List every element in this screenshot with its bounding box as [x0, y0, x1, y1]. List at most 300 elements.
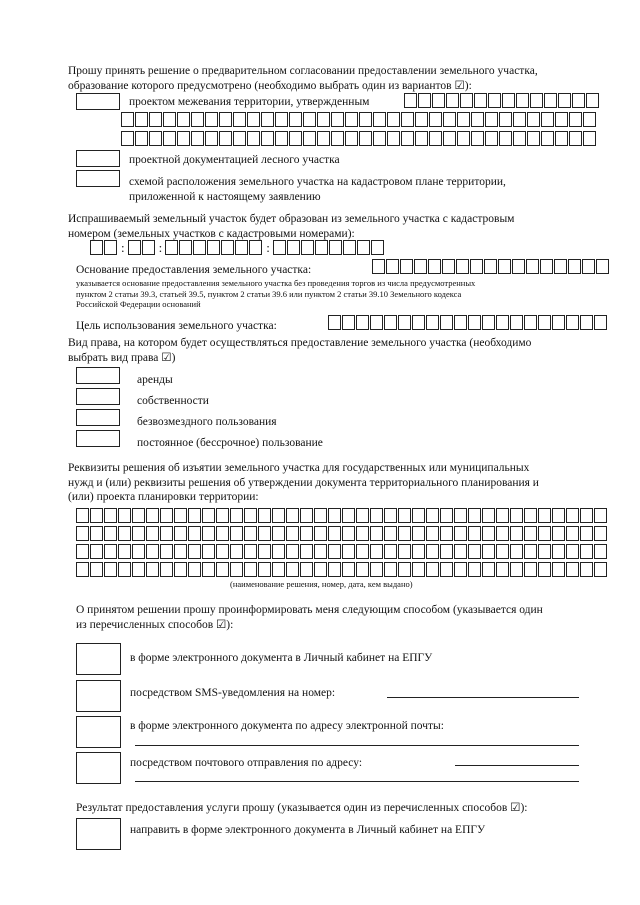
input-cell[interactable]	[555, 112, 568, 127]
checkbox-notify-email[interactable]	[76, 716, 121, 748]
checkbox-right-permanent-use[interactable]	[76, 430, 120, 447]
input-cell[interactable]	[454, 508, 467, 523]
checkbox-right-ownership[interactable]	[76, 388, 120, 405]
input-cell[interactable]	[359, 131, 372, 146]
input-cell[interactable]	[342, 508, 355, 523]
input-cell[interactable]	[121, 131, 134, 146]
input-cell[interactable]	[287, 240, 300, 255]
input-cell[interactable]	[132, 544, 145, 559]
input-cell[interactable]	[580, 562, 593, 577]
input-cell[interactable]	[174, 544, 187, 559]
input-cell[interactable]	[104, 544, 117, 559]
input-cell[interactable]	[513, 112, 526, 127]
input-cell[interactable]	[569, 131, 582, 146]
input-cell[interactable]	[499, 112, 512, 127]
input-cell[interactable]	[446, 93, 459, 108]
input-cell[interactable]	[286, 562, 299, 577]
input-cell[interactable]	[370, 315, 383, 330]
input-cell[interactable]	[415, 131, 428, 146]
input-cell[interactable]	[118, 526, 131, 541]
input-cell[interactable]	[328, 562, 341, 577]
input-cell[interactable]	[524, 315, 537, 330]
input-cell[interactable]	[146, 544, 159, 559]
input-cell[interactable]	[216, 526, 229, 541]
input-cell[interactable]	[149, 112, 162, 127]
input-cell[interactable]	[331, 112, 344, 127]
input-cell[interactable]	[482, 544, 495, 559]
input-cell[interactable]	[370, 544, 383, 559]
input-cell[interactable]	[460, 93, 473, 108]
input-cell[interactable]	[193, 240, 206, 255]
input-cell[interactable]	[541, 131, 554, 146]
input-cell[interactable]	[301, 240, 314, 255]
decision-cells-row-4[interactable]	[76, 562, 608, 577]
postal-address-input-line-1[interactable]	[455, 765, 579, 766]
sms-phone-input-line[interactable]	[387, 697, 579, 698]
input-cell[interactable]	[121, 112, 134, 127]
input-cell[interactable]	[202, 508, 215, 523]
input-cell[interactable]	[373, 112, 386, 127]
input-cell[interactable]	[216, 562, 229, 577]
input-cell[interactable]	[443, 131, 456, 146]
input-cell[interactable]	[275, 112, 288, 127]
input-cell[interactable]	[188, 508, 201, 523]
input-cell[interactable]	[342, 544, 355, 559]
input-cell[interactable]	[454, 562, 467, 577]
input-cell[interactable]	[289, 131, 302, 146]
input-cell[interactable]	[440, 315, 453, 330]
input-cell[interactable]	[582, 259, 595, 274]
decision-cells-row-3[interactable]	[76, 544, 608, 559]
input-cell[interactable]	[261, 131, 274, 146]
input-cell[interactable]	[538, 526, 551, 541]
cells-project-row-0[interactable]	[404, 93, 600, 108]
input-cell[interactable]	[468, 544, 481, 559]
input-cell[interactable]	[370, 562, 383, 577]
input-cell[interactable]	[496, 544, 509, 559]
input-cell[interactable]	[457, 131, 470, 146]
input-cell[interactable]	[510, 315, 523, 330]
input-cell[interactable]	[485, 112, 498, 127]
input-cell[interactable]	[177, 131, 190, 146]
input-cell[interactable]	[174, 562, 187, 577]
input-cell[interactable]	[300, 544, 313, 559]
input-cell[interactable]	[398, 544, 411, 559]
input-cell[interactable]	[370, 508, 383, 523]
input-cell[interactable]	[233, 112, 246, 127]
checkbox-layout-scheme[interactable]	[76, 170, 120, 187]
cadastral-area-cells[interactable]	[128, 240, 156, 255]
input-cell[interactable]	[572, 93, 585, 108]
decision-cells-row-1[interactable]	[76, 508, 608, 523]
input-cell[interactable]	[498, 259, 511, 274]
input-cell[interactable]	[207, 240, 220, 255]
input-cell[interactable]	[76, 544, 89, 559]
input-cell[interactable]	[356, 508, 369, 523]
postal-address-input-line-2[interactable]	[135, 781, 579, 782]
email-address-input-line[interactable]	[135, 745, 579, 746]
input-cell[interactable]	[594, 562, 607, 577]
input-cell[interactable]	[414, 259, 427, 274]
input-cell[interactable]	[552, 315, 565, 330]
input-cell[interactable]	[244, 526, 257, 541]
input-cell[interactable]	[594, 315, 607, 330]
input-cell[interactable]	[412, 315, 425, 330]
input-cell[interactable]	[202, 544, 215, 559]
input-cell[interactable]	[583, 112, 596, 127]
input-cell[interactable]	[342, 562, 355, 577]
input-cell[interactable]	[426, 315, 439, 330]
input-cell[interactable]	[132, 526, 145, 541]
input-cell[interactable]	[580, 526, 593, 541]
input-cell[interactable]	[188, 526, 201, 541]
input-cell[interactable]	[104, 508, 117, 523]
input-cell[interactable]	[527, 131, 540, 146]
input-cell[interactable]	[76, 562, 89, 577]
input-cell[interactable]	[359, 112, 372, 127]
input-cell[interactable]	[554, 259, 567, 274]
input-cell[interactable]	[485, 131, 498, 146]
input-cell[interactable]	[356, 562, 369, 577]
input-cell[interactable]	[384, 508, 397, 523]
input-cell[interactable]	[286, 508, 299, 523]
input-cell[interactable]	[345, 131, 358, 146]
input-cell[interactable]	[314, 508, 327, 523]
input-cell[interactable]	[524, 562, 537, 577]
input-cell[interactable]	[496, 315, 509, 330]
input-cell[interactable]	[221, 240, 234, 255]
input-cell[interactable]	[345, 112, 358, 127]
input-cell[interactable]	[440, 562, 453, 577]
input-cell[interactable]	[118, 544, 131, 559]
input-cell[interactable]	[104, 562, 117, 577]
input-cell[interactable]	[202, 562, 215, 577]
input-cell[interactable]	[552, 508, 565, 523]
input-cell[interactable]	[384, 544, 397, 559]
input-cell[interactable]	[386, 259, 399, 274]
input-cell[interactable]	[524, 544, 537, 559]
input-cell[interactable]	[432, 93, 445, 108]
cadastral-district-cells[interactable]	[90, 240, 118, 255]
input-cell[interactable]	[426, 544, 439, 559]
input-cell[interactable]	[540, 259, 553, 274]
decision-cells-row-2[interactable]	[76, 526, 608, 541]
input-cell[interactable]	[443, 112, 456, 127]
input-cell[interactable]	[216, 544, 229, 559]
input-cell[interactable]	[510, 508, 523, 523]
input-cell[interactable]	[132, 562, 145, 577]
input-cell[interactable]	[594, 508, 607, 523]
input-cell[interactable]	[468, 315, 481, 330]
checkbox-notify-sms[interactable]	[76, 680, 121, 712]
input-cell[interactable]	[482, 562, 495, 577]
input-cell[interactable]	[205, 112, 218, 127]
input-cell[interactable]	[202, 526, 215, 541]
input-cell[interactable]	[412, 544, 425, 559]
input-cell[interactable]	[429, 112, 442, 127]
input-cell[interactable]	[384, 315, 397, 330]
input-cell[interactable]	[496, 562, 509, 577]
input-cell[interactable]	[568, 259, 581, 274]
input-cell[interactable]	[471, 112, 484, 127]
input-cell[interactable]	[387, 112, 400, 127]
input-cell[interactable]	[146, 508, 159, 523]
input-cell[interactable]	[524, 508, 537, 523]
input-cell[interactable]	[482, 526, 495, 541]
input-cell[interactable]	[555, 131, 568, 146]
input-cell[interactable]	[342, 315, 355, 330]
input-cell[interactable]	[230, 544, 243, 559]
input-cell[interactable]	[275, 131, 288, 146]
input-cell[interactable]	[482, 508, 495, 523]
input-cell[interactable]	[440, 508, 453, 523]
input-cell[interactable]	[471, 131, 484, 146]
input-cell[interactable]	[429, 131, 442, 146]
input-cell[interactable]	[142, 240, 155, 255]
input-cell[interactable]	[329, 240, 342, 255]
input-cell[interactable]	[90, 526, 103, 541]
input-cell[interactable]	[371, 240, 384, 255]
input-cell[interactable]	[160, 562, 173, 577]
input-cell[interactable]	[244, 544, 257, 559]
input-cell[interactable]	[538, 315, 551, 330]
checkbox-right-free-use[interactable]	[76, 409, 120, 426]
input-cell[interactable]	[552, 544, 565, 559]
input-cell[interactable]	[272, 526, 285, 541]
input-cell[interactable]	[235, 240, 248, 255]
input-cell[interactable]	[163, 131, 176, 146]
input-cell[interactable]	[526, 259, 539, 274]
input-cell[interactable]	[488, 93, 501, 108]
cadastral-number-input[interactable]	[90, 240, 385, 255]
checkbox-result-epgu[interactable]	[76, 818, 121, 850]
checkbox-project-survey[interactable]	[76, 93, 120, 110]
input-cell[interactable]	[247, 131, 260, 146]
input-cell[interactable]	[90, 240, 103, 255]
input-cell[interactable]	[165, 240, 178, 255]
input-cell[interactable]	[580, 508, 593, 523]
input-cell[interactable]	[163, 112, 176, 127]
checkbox-forest-docs[interactable]	[76, 150, 120, 167]
input-cell[interactable]	[510, 544, 523, 559]
input-cell[interactable]	[372, 259, 385, 274]
input-cell[interactable]	[258, 526, 271, 541]
input-cell[interactable]	[317, 131, 330, 146]
input-cell[interactable]	[179, 240, 192, 255]
input-cell[interactable]	[594, 544, 607, 559]
input-cell[interactable]	[191, 112, 204, 127]
input-cell[interactable]	[400, 259, 413, 274]
input-cell[interactable]	[412, 508, 425, 523]
input-cell[interactable]	[191, 131, 204, 146]
input-cell[interactable]	[468, 508, 481, 523]
input-cell[interactable]	[205, 131, 218, 146]
input-cell[interactable]	[456, 259, 469, 274]
input-cell[interactable]	[384, 526, 397, 541]
input-cell[interactable]	[303, 131, 316, 146]
input-cell[interactable]	[356, 315, 369, 330]
input-cell[interactable]	[510, 562, 523, 577]
input-cell[interactable]	[261, 112, 274, 127]
input-cell[interactable]	[146, 526, 159, 541]
input-cell[interactable]	[566, 508, 579, 523]
input-cell[interactable]	[596, 259, 609, 274]
input-cell[interactable]	[370, 526, 383, 541]
input-cell[interactable]	[247, 112, 260, 127]
basis-cells[interactable]	[372, 259, 610, 274]
input-cell[interactable]	[566, 544, 579, 559]
checkbox-notify-epgu[interactable]	[76, 643, 121, 675]
cells-project-row-1[interactable]	[121, 112, 597, 127]
input-cell[interactable]	[174, 508, 187, 523]
input-cell[interactable]	[258, 562, 271, 577]
input-cell[interactable]	[516, 93, 529, 108]
input-cell[interactable]	[415, 112, 428, 127]
input-cell[interactable]	[356, 544, 369, 559]
input-cell[interactable]	[303, 112, 316, 127]
input-cell[interactable]	[398, 508, 411, 523]
input-cell[interactable]	[76, 508, 89, 523]
input-cell[interactable]	[328, 544, 341, 559]
input-cell[interactable]	[146, 562, 159, 577]
input-cell[interactable]	[219, 131, 232, 146]
purpose-cells[interactable]	[328, 315, 608, 330]
input-cell[interactable]	[230, 526, 243, 541]
input-cell[interactable]	[398, 315, 411, 330]
input-cell[interactable]	[474, 93, 487, 108]
input-cell[interactable]	[314, 544, 327, 559]
input-cell[interactable]	[272, 508, 285, 523]
input-cell[interactable]	[118, 508, 131, 523]
input-cell[interactable]	[398, 562, 411, 577]
input-cell[interactable]	[272, 562, 285, 577]
input-cell[interactable]	[118, 562, 131, 577]
input-cell[interactable]	[586, 93, 599, 108]
input-cell[interactable]	[135, 112, 148, 127]
input-cell[interactable]	[132, 508, 145, 523]
input-cell[interactable]	[580, 315, 593, 330]
input-cell[interactable]	[426, 562, 439, 577]
input-cell[interactable]	[244, 508, 257, 523]
input-cell[interactable]	[440, 544, 453, 559]
input-cell[interactable]	[426, 526, 439, 541]
input-cell[interactable]	[387, 131, 400, 146]
input-cell[interactable]	[552, 526, 565, 541]
input-cell[interactable]	[300, 562, 313, 577]
input-cell[interactable]	[412, 526, 425, 541]
input-cell[interactable]	[454, 315, 467, 330]
input-cell[interactable]	[258, 508, 271, 523]
input-cell[interactable]	[583, 131, 596, 146]
input-cell[interactable]	[219, 112, 232, 127]
input-cell[interactable]	[412, 562, 425, 577]
input-cell[interactable]	[454, 526, 467, 541]
input-cell[interactable]	[552, 562, 565, 577]
input-cell[interactable]	[300, 526, 313, 541]
input-cell[interactable]	[177, 112, 190, 127]
input-cell[interactable]	[317, 112, 330, 127]
input-cell[interactable]	[513, 131, 526, 146]
input-cell[interactable]	[398, 526, 411, 541]
input-cell[interactable]	[484, 259, 497, 274]
input-cell[interactable]	[418, 93, 431, 108]
input-cell[interactable]	[289, 112, 302, 127]
input-cell[interactable]	[569, 112, 582, 127]
input-cell[interactable]	[300, 508, 313, 523]
input-cell[interactable]	[373, 131, 386, 146]
input-cell[interactable]	[496, 526, 509, 541]
input-cell[interactable]	[314, 562, 327, 577]
input-cell[interactable]	[527, 112, 540, 127]
input-cell[interactable]	[541, 112, 554, 127]
input-cell[interactable]	[566, 315, 579, 330]
input-cell[interactable]	[457, 112, 470, 127]
input-cell[interactable]	[90, 544, 103, 559]
input-cell[interactable]	[524, 526, 537, 541]
input-cell[interactable]	[328, 315, 341, 330]
input-cell[interactable]	[426, 508, 439, 523]
input-cell[interactable]	[258, 544, 271, 559]
input-cell[interactable]	[286, 526, 299, 541]
input-cell[interactable]	[216, 508, 229, 523]
input-cell[interactable]	[538, 544, 551, 559]
input-cell[interactable]	[188, 562, 201, 577]
input-cell[interactable]	[580, 544, 593, 559]
input-cell[interactable]	[273, 240, 286, 255]
input-cell[interactable]	[482, 315, 495, 330]
input-cell[interactable]	[496, 508, 509, 523]
checkbox-right-lease[interactable]	[76, 367, 120, 384]
input-cell[interactable]	[135, 131, 148, 146]
input-cell[interactable]	[454, 544, 467, 559]
input-cell[interactable]	[90, 508, 103, 523]
input-cell[interactable]	[174, 526, 187, 541]
input-cell[interactable]	[90, 562, 103, 577]
input-cell[interactable]	[530, 93, 543, 108]
input-cell[interactable]	[566, 562, 579, 577]
input-cell[interactable]	[558, 93, 571, 108]
input-cell[interactable]	[328, 526, 341, 541]
checkbox-notify-post[interactable]	[76, 752, 121, 784]
input-cell[interactable]	[440, 526, 453, 541]
input-cell[interactable]	[538, 562, 551, 577]
input-cell[interactable]	[160, 508, 173, 523]
input-cell[interactable]	[428, 259, 441, 274]
input-cell[interactable]	[468, 526, 481, 541]
input-cell[interactable]	[343, 240, 356, 255]
input-cell[interactable]	[594, 526, 607, 541]
input-cell[interactable]	[230, 562, 243, 577]
input-cell[interactable]	[356, 526, 369, 541]
input-cell[interactable]	[104, 240, 117, 255]
input-cell[interactable]	[249, 240, 262, 255]
input-cell[interactable]	[342, 526, 355, 541]
input-cell[interactable]	[538, 508, 551, 523]
cells-project-row-2[interactable]	[121, 131, 597, 146]
cadastral-parcel-cells[interactable]	[273, 240, 385, 255]
input-cell[interactable]	[328, 508, 341, 523]
input-cell[interactable]	[331, 131, 344, 146]
input-cell[interactable]	[384, 562, 397, 577]
cadastral-quarter-cells[interactable]	[165, 240, 263, 255]
input-cell[interactable]	[566, 526, 579, 541]
input-cell[interactable]	[470, 259, 483, 274]
input-cell[interactable]	[160, 526, 173, 541]
input-cell[interactable]	[499, 131, 512, 146]
input-cell[interactable]	[357, 240, 370, 255]
input-cell[interactable]	[272, 544, 285, 559]
input-cell[interactable]	[76, 526, 89, 541]
